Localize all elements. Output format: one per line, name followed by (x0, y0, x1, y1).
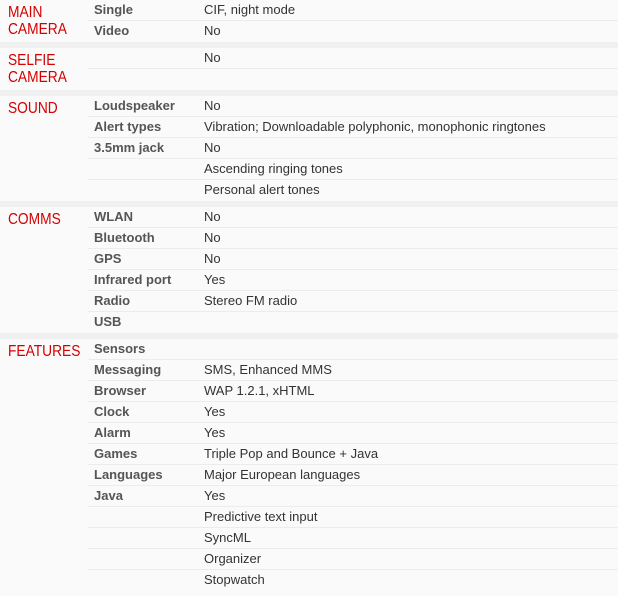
spec-value: Triple Pop and Bounce + Java (204, 446, 379, 461)
section-selfie-camera (0, 48, 618, 96)
category-label: SELFIE CAMERA (8, 52, 67, 86)
spec-title[interactable]: Alert types (94, 119, 162, 134)
spec-row (0, 96, 618, 117)
spec-row (0, 381, 618, 402)
spec-title[interactable]: Browser (94, 383, 147, 398)
spec-row (0, 207, 618, 228)
spec-value: Organizer (204, 551, 262, 566)
spec-row (0, 570, 618, 591)
spec-title[interactable]: Java (94, 488, 123, 503)
spec-value: Predictive text input (204, 509, 318, 524)
spec-row (0, 291, 618, 312)
spec-title[interactable]: GPS (94, 251, 122, 266)
spec-value: Yes (204, 272, 226, 287)
spec-title[interactable]: Loudspeaker (94, 98, 175, 113)
category-label: SOUND (8, 100, 58, 117)
spec-value: Yes (204, 425, 226, 440)
section-main-camera (0, 0, 618, 48)
spec-value: Vibration; Downloadable polyphonic, monophonic ringtones (204, 119, 546, 134)
spec-value: Yes (204, 488, 226, 503)
spec-value: No (204, 23, 221, 38)
category-label: MAIN CAMERA (8, 4, 67, 38)
section-sound (0, 96, 618, 207)
spec-value: Stopwatch (204, 572, 265, 587)
spec-row (0, 138, 618, 159)
spec-row (0, 339, 618, 360)
spec-row (0, 0, 618, 21)
spec-value: No (204, 98, 221, 113)
spec-title[interactable]: Bluetooth (94, 230, 155, 245)
spec-title[interactable]: Video (94, 23, 130, 38)
category-label: FEATURES (8, 343, 81, 360)
category-label: COMMS (8, 211, 61, 228)
spec-title[interactable]: Radio (94, 293, 131, 308)
spec-title[interactable]: Sensors (94, 341, 146, 356)
spec-title[interactable]: Languages (94, 467, 163, 482)
spec-title[interactable]: WLAN (94, 209, 133, 224)
spec-value: Major European languages (204, 467, 361, 482)
spec-title[interactable]: Single (94, 2, 134, 17)
spec-row (0, 249, 618, 270)
spec-row (0, 312, 618, 333)
spec-value: SMS, Enhanced MMS (204, 362, 332, 377)
spec-title[interactable]: Infrared port (94, 272, 172, 287)
spec-title[interactable]: Games (94, 446, 138, 461)
spec-row (0, 117, 618, 138)
spec-value: Stereo FM radio (204, 293, 298, 308)
spec-title[interactable]: USB (94, 314, 122, 329)
spec-row (0, 228, 618, 249)
spec-value: SyncML (204, 530, 251, 545)
spec-value: No (204, 251, 221, 266)
spec-row (0, 159, 618, 180)
section-comms (0, 207, 618, 339)
spec-title[interactable]: 3.5mm jack (94, 140, 165, 155)
spec-value: No (204, 140, 221, 155)
spec-row (0, 180, 618, 201)
spec-row (0, 486, 618, 507)
spec-value: No (204, 50, 221, 65)
spec-row (0, 528, 618, 549)
spec-value: No (204, 209, 221, 224)
spec-title[interactable]: Clock (94, 404, 130, 419)
spec-title[interactable]: Messaging (94, 362, 162, 377)
spec-row (0, 549, 618, 570)
spec-value: CIF, night mode (204, 2, 296, 17)
spec-row (0, 360, 618, 381)
section-features (0, 339, 618, 591)
spec-row (0, 423, 618, 444)
spec-row (0, 465, 618, 486)
spec-value: WAP 1.2.1, xHTML (204, 383, 315, 398)
spec-row (0, 48, 618, 69)
spec-title[interactable]: Alarm (94, 425, 131, 440)
spec-row (0, 444, 618, 465)
spec-row (0, 402, 618, 423)
spec-row (0, 270, 618, 291)
spec-value: Yes (204, 404, 226, 419)
spec-row (0, 69, 618, 90)
spec-value: Personal alert tones (204, 182, 320, 197)
spec-row (0, 507, 618, 528)
spec-value: Ascending ringing tones (204, 161, 343, 176)
spec-value: No (204, 230, 221, 245)
spec-row (0, 21, 618, 42)
